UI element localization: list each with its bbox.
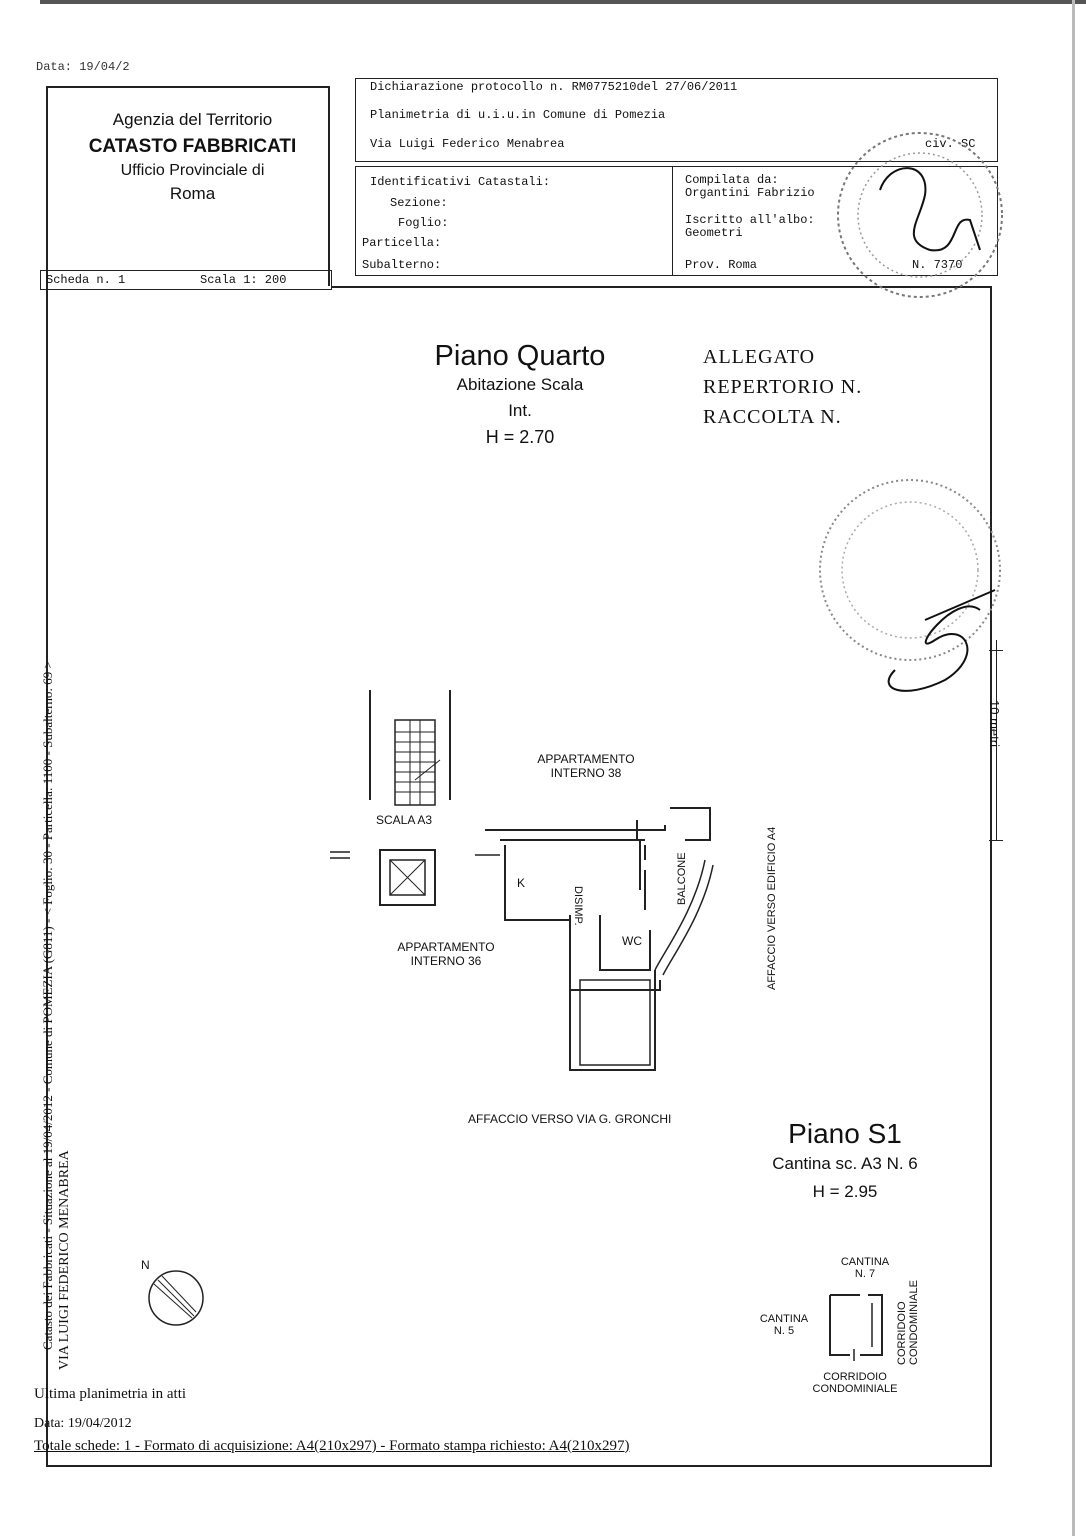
label-appartamento-38 — [496, 752, 676, 780]
label-corridoio-h-line1: CORRIDOIO — [823, 1371, 887, 1383]
foglio-label: Foglio: — [398, 216, 449, 230]
compiled-by — [685, 174, 815, 200]
sezione-label: Sezione: — [390, 196, 448, 210]
label-corridoio-horizontal — [800, 1371, 910, 1395]
label-appartamento-38-line2: INTERNO 38 — [550, 766, 622, 780]
label-cantina-5 — [754, 1313, 814, 1337]
scale-bar-tick-bottom — [989, 840, 1003, 841]
label-scala: SCALA A3 — [376, 813, 433, 827]
ufficio: Ufficio Provinciale di — [120, 162, 265, 179]
civic-number: civ. SC — [925, 137, 976, 151]
frame-top-left — [46, 86, 330, 88]
piano-quarto-int: Int. — [508, 401, 532, 420]
scale-label: Scala 1: 200 — [200, 273, 287, 287]
label-appartamento-38-line1: APPARTAMENTO — [537, 752, 635, 766]
north-arrow-icon — [138, 1255, 218, 1335]
label-corridoio-v-line2: CONDOMINIALE — [908, 1280, 920, 1365]
side-text-catasto: Catasto dei Fabbricati - Situazione al 19/04/2012 - Comune di POMEZIA (G811) - < Foglio: 30 - Particella: 1100 - Subalterno: 69 > — [40, 661, 55, 1350]
label-cantina-7-line2: N. 7 — [854, 1268, 876, 1280]
plan-title: Planimetria di u.i.u.in Comune di Pomezia — [370, 108, 666, 122]
label-affaccio-via: AFFACCIO VERSO VIA G. GRONCHI — [468, 1112, 672, 1126]
footer-totale: Totale schede: 1 - Formato di acquisizione: A4(210x297) - Formato stampa richiesto: A4(210x297) — [34, 1438, 630, 1454]
label-appartamento-36-line2: INTERNO 36 — [410, 954, 482, 968]
registration-number: N. 7370 — [912, 258, 963, 272]
stamp-signature-top — [820, 120, 1020, 320]
ufficio-city: Roma — [169, 184, 216, 203]
scale-bar-tick-top — [989, 650, 1003, 651]
province: Prov. Roma — [685, 258, 758, 272]
label-corridoio-v-line1: CORRIDOIO — [896, 1301, 908, 1365]
scan-right-edge — [1072, 0, 1075, 1536]
label-corridoio-h-line2: CONDOMINIALE — [812, 1383, 898, 1395]
label-kitchen: K — [517, 876, 526, 890]
label-cantina-7 — [820, 1256, 910, 1280]
piano-quarto-block — [405, 340, 635, 448]
frame-agency-right — [328, 86, 330, 286]
scan-top-edge — [40, 0, 1086, 4]
label-corridoio-vertical — [896, 1280, 920, 1365]
compiled-label: Compilata da: — [685, 173, 779, 187]
piano-s1-block — [750, 1118, 940, 1202]
albo-value: Geometri — [685, 226, 743, 240]
label-appartamento-36-line1: APPARTAMENTO — [397, 940, 495, 954]
piano-quarto-height: H = 2.70 — [485, 427, 555, 447]
declaration-line: Dichiarazione protocollo n. RM0775210del 27/06/2011 — [370, 80, 738, 94]
label-balcone: BALCONE — [676, 852, 688, 905]
raccolta-label: RACCOLTA N. — [703, 406, 842, 428]
floor-plan-quarto — [325, 680, 735, 1110]
piano-quarto-title: Piano Quarto — [434, 340, 606, 372]
label-cantina-5-line1: CANTINA — [759, 1313, 809, 1325]
albo-label: Iscritto all'albo: — [685, 213, 815, 227]
stamp-signature-middle — [795, 470, 1025, 710]
albo — [685, 214, 815, 240]
allegato-block — [703, 342, 862, 432]
label-appartamento-36 — [366, 940, 526, 968]
piano-quarto-use: Abitazione Scala — [456, 375, 584, 394]
scale-bar-label: 10 metri — [987, 700, 1002, 747]
particella-label: Particella: — [362, 236, 442, 250]
header-divider — [672, 166, 673, 276]
repertorio-label: REPERTORIO N. — [703, 376, 863, 398]
footer-data: Data: 19/04/2012 — [34, 1416, 132, 1431]
floor-plan-cantina — [820, 1285, 900, 1365]
piano-s1-title: Piano S1 — [788, 1118, 902, 1149]
frame-right — [990, 286, 992, 1466]
identifiers-heading: Identificativi Catastali: — [370, 175, 551, 189]
label-affaccio-edificio: AFFACCIO VERSO EDIFICIO A4 — [766, 826, 778, 990]
footer-ultima: Ultima planimetria in atti — [34, 1386, 187, 1402]
scheda-number: Scheda n. 1 — [46, 273, 126, 287]
frame-bottom — [46, 1465, 992, 1467]
subalterno-label: Subalterno: — [362, 258, 442, 272]
label-cantina-5-line2: N. 5 — [773, 1325, 795, 1337]
allegato-label: ALLEGATO — [703, 346, 816, 368]
label-cantina-7-line1: CANTINA — [840, 1256, 890, 1268]
piano-s1-height: H = 2.95 — [812, 1182, 878, 1201]
catasto-title: CATASTO FABBRICATI — [88, 136, 297, 157]
north-label: N — [141, 1258, 150, 1272]
agency-block — [60, 110, 325, 204]
address: Via Luigi Federico Menabrea — [370, 137, 565, 151]
compiler-name: Organtini Fabrizio — [685, 186, 815, 200]
label-wc: WC — [622, 934, 642, 948]
top-date: Data: 19/04/2 — [36, 60, 130, 74]
agency-name: Agenzia del Territorio — [112, 110, 273, 129]
side-text-address: VIA LUIGI FEDERICO MENABREA — [57, 1150, 72, 1370]
piano-s1-use: Cantina sc. A3 N. 6 — [772, 1154, 918, 1173]
label-disimpegno: DISIMP. — [572, 886, 584, 926]
